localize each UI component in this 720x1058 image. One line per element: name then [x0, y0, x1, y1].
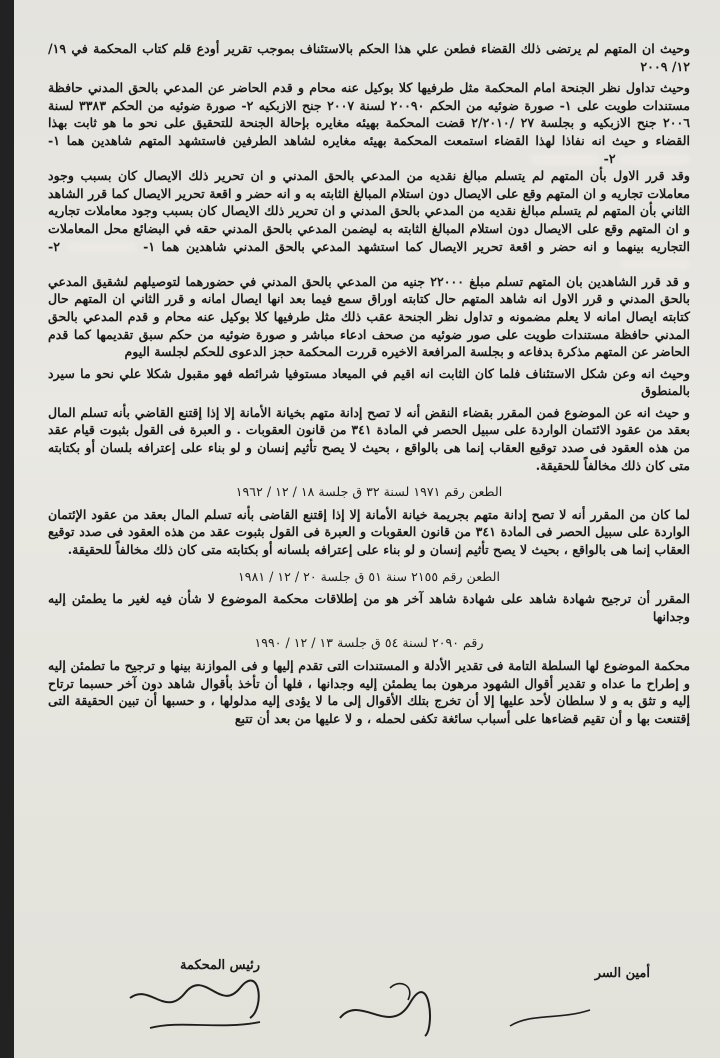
- paragraph-witness-testimony: [48, 167, 690, 273]
- ruling-citation-3: رقم ٢٠٩٠ لسنة ٥٤ ق جلسة ١٣ / ١٢ / ١٩٩٠: [254, 635, 484, 651]
- paragraph-plaintiff-witnesses: و قد قرر الشاهدين بان المتهم تسلم مبلغ ٢٢٠٠٠ جنيه من المدعي بالحق المدني في حضورهما لتوصيلهم لشقيق المدعي بالحق المدني و قرر الاول انه شاهد المتهم حال كتابته اوراق سمع فيما بعد انها ايصال امانه و قرر الثاني ان المتهم حال كتابته ايصال امانه لا يعلم مضمونه و تداول نظر الجنحة عقب ذلك مثل طرفيها كلا بوكيل عنه محام و قدم المدعي بالحق المدني حافظة مستندات طويت على صور ضوئيه من صحف ادعاء مباشر و صورة ضوئيه من حكم سبق تقديمها كما قدم الحاضر عن المتهم مذكرة بدفاعه و بجلسة المرافعة الاخيره قررت المحكمة حجز الدعوى للحكم لجلسة اليوم: [48, 273, 690, 360]
- paragraph-established-principle: لما كان من المقرر أنه لا تصح إدانة متهم بجريمة خيانة الأمانة إلا إذا إقتنع القاضى بأنه تسلم المال بعقد من عقود الإئتمان الواردة على سبيل الحصر فى المادة ٣٤١ من قانون العقوبات و العبرة فى القول بثبوت عقد من هذه العقود فى صدد توقيع العقاب إنما هى بالواقع ، بحيث لا يصح تأثيم إنسان و لو بناء على إعترافه بلسانه أو بكتابته متى كان ذلك مخالفاً للحقيقة.: [48, 506, 690, 558]
- paragraph-witness-testimony-text: وقد قرر الاول بأن المتهم لم يتسلم مبالغ نقديه من المدعي بالحق المدني و ان تحرير ذلك الايصال كان بسبب وجود معاملات تجاريه و ان المتهم وقع على الايصال دون استلام المبالغ الثابته به و انه حضر و اقعة تحرير الايصال كما قرر الشاهد الثاني بأن المتهم لم يتسلم مبالغ نقديه من المدعي بالحق المدني و ان تحرير ذلك الايصال كان بسبب وجود معاملات تجاريه و ان المتهم وقع على الايصال دون استلام المبالغ الثابته به ليضمن المدعي بالحق المدني حقه في البضائع محل المعاملات التجاريه بينهما و انه حضر و اقعة تحرير الايصال كما استشهد المدعي بالحق المدني شاهدين هما ١-: [48, 168, 690, 254]
- court-president-label: رئيس المحكمة: [180, 958, 261, 973]
- paragraph-appeal-filed: وحيث ان المتهم لم يرتضى ذلك القضاء فطعن علي هذا الحكم بالاستئناف بموجب تقرير أودع قلم كتاب المحكمة في ١٩/ ١٢/ ٢٠٠٩: [48, 41, 690, 74]
- paragraph-form-of-appeal: وحيث انه وعن شكل الاستئناف فلما كان الثابت انه اقيم في الميعاد مستوفيا شرائطه فهو مقبول شكلا علي نحو ما سيرد بالمنطوق: [48, 365, 690, 399]
- ruling-citation-1: الطعن رقم ١٩٧١ لسنة ٣٢ ق جلسة ١٨ / ١٢ / ١٩٦٢: [235, 484, 503, 500]
- scan-edge: [0, 0, 14, 1058]
- secretary-label: أمين السر: [594, 966, 650, 981]
- redacted-name: [620, 259, 690, 270]
- redacted-name: [620, 154, 690, 165]
- redacted-name: [67, 242, 137, 253]
- handwritten-signatures: [90, 958, 650, 1048]
- redacted-name: [529, 154, 599, 165]
- paragraph-proceedings: [48, 79, 690, 167]
- paragraph-witness-preference: المقرر أن ترجيح شهادة شاهد على شهادة شاهد آخر هو من إطلاقات محكمة الموضوع لا شأن فيه لغير ما يطمئن إليه وجدانها: [48, 591, 690, 624]
- signature-block: [90, 958, 650, 1048]
- paragraph-court-discretion: محكمة الموضوع لها السلطة التامة فى تقدير الأدلة و المستندات التى تقدم إليها و فى الموازنة بينها و ترجيح ما تطمئن إليه و إطراح ما عداه و تقدير أقوال الشهود مرهون بما يطمئن إليه وجدانها ، فلها أن تأخذ بأقوال شاهد دون آخر حسبما ترتاح إليه و تثق به و لا سلطان لأحد عليها إلا أن تخرج بتلك الأقوال إلى ما لا يؤدى إليه مدلولها ، و حسبها أن تبين الحقيقة التى إقتنعت بها و أن تقيم قضاءها على أسباب سائغة تكفى لحمله ، و لا عليها من بعد أن تتبع: [48, 658, 690, 726]
- paragraph-merits: و حيث انه عن الموضوع فمن المقرر بقضاء النقض أنه لا تصح إدانة متهم بخيانة الأمانة إلا إذا إقتنع القاضي بأنه تسلم المال بعقد من عقود الائتمان الواردة على سبيل الحصر في المادة ٣٤١ من قانون العقوبات . و العبرة فى القول بثبوت قيام عقد من هذه العقود فى صدد توقيع العقاب إنما هى بالواقع ، بحيث لا يصح تأثيم إنسان و لو بناء على إعترافه بلسان أو بكتابته متى كان ذلك مخالفاً للحقيقة.: [48, 404, 690, 473]
- ruling-citation-2: الطعن رقم ٢١٥٥ سنة ٥١ ق جلسة ٢٠ / ١٢ / ١٩٨١: [238, 568, 500, 584]
- witness-number-2: ٢-: [603, 150, 616, 166]
- judgment-text: [48, 40, 690, 727]
- paragraph-proceedings-text: وحيث تداول نظر الجنحة امام المحكمة مثل طرفيها كلا بوكيل عنه محام و قدم الحاضر عن المدعي بالحق المدني حافظة مستندات طويت على ١- صورة ضوئيه من الحكم ٢٠٠٩٠ لسنة ٢٠٠٧ جنح الازبكيه ٢- صورة ضوئيه من الحكم ٣٣٨٣ لسنة ٢٠٠٦ جنح الازبكيه و بجلسة ٢٧ /٢/٢٠١٠ قضت المحكمة بهيئه مغايره بإحالة الجنحة للتحقيق على نحو ما هو ثابت بهذا القضاء و حيث انه نفاذا لهذا القضاء استمعت المحكمة بهيئه مغايره لشاهد الطرفين فاستشهد المتهم شاهدين هما ١-: [48, 80, 691, 148]
- witness-number-2b: ٢-: [48, 238, 60, 254]
